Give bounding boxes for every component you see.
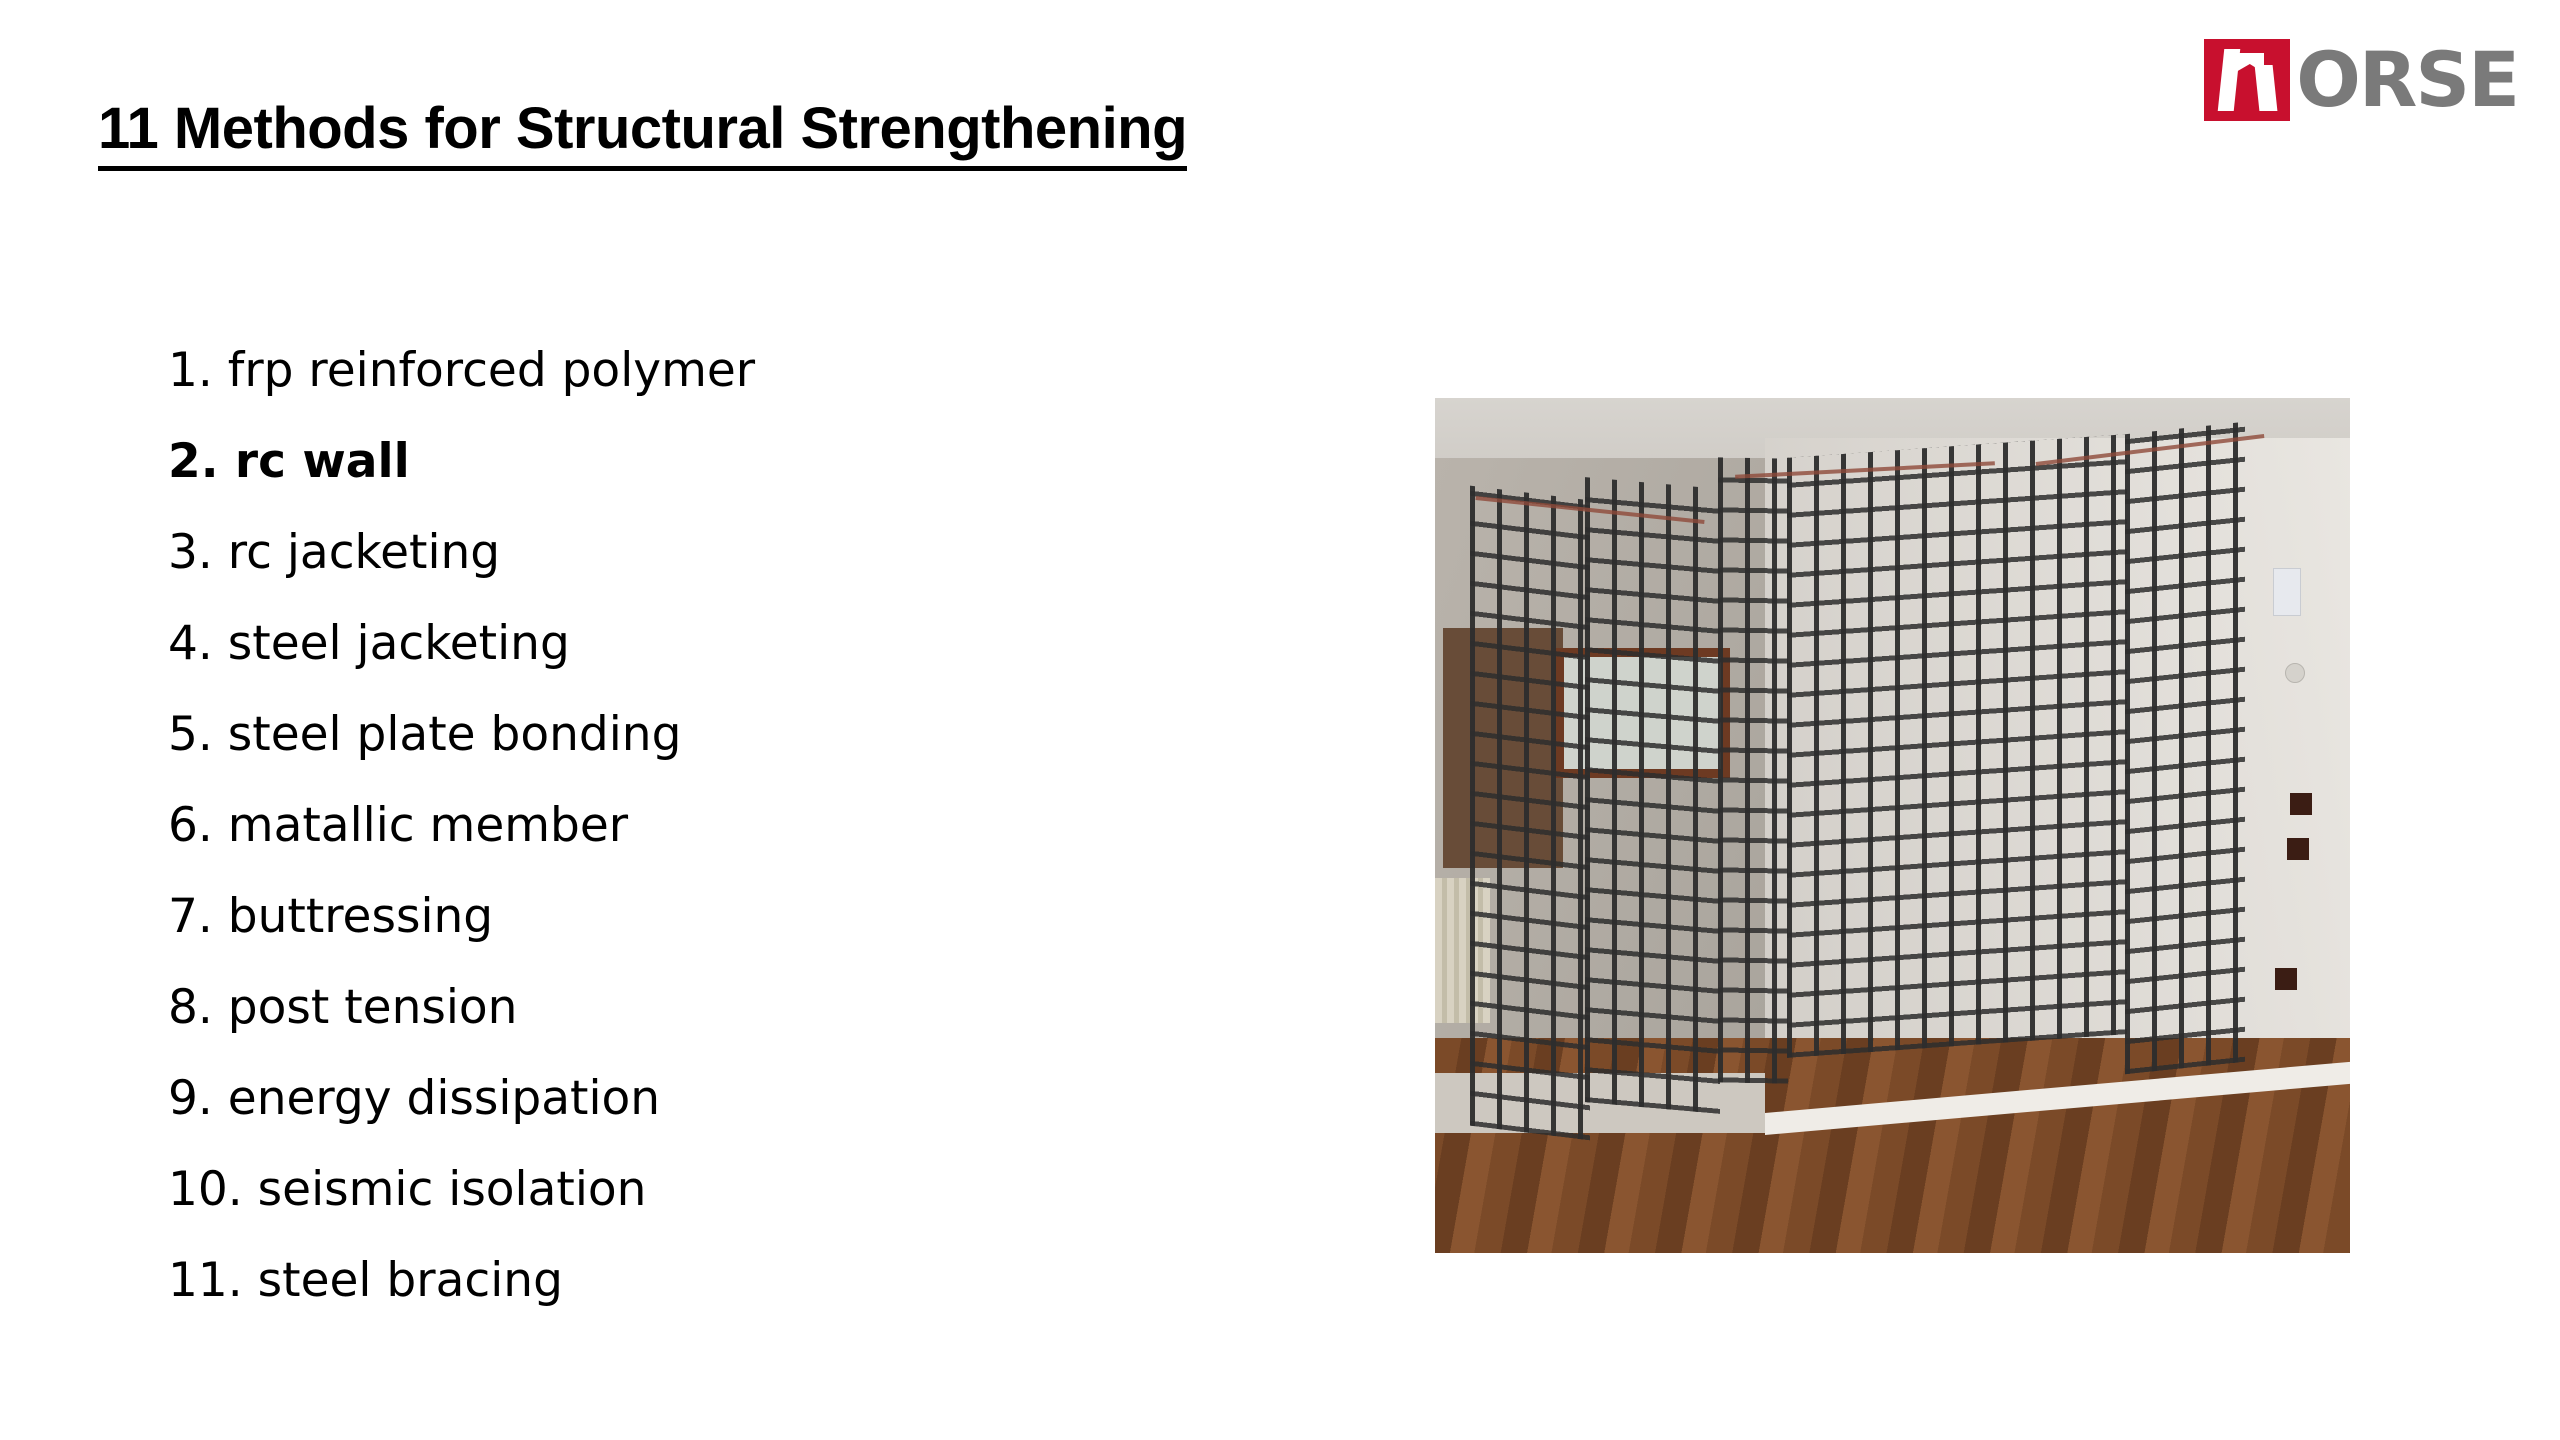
list-item: 9. energy dissipation bbox=[168, 1071, 661, 1126]
horse-logo-notch bbox=[2234, 53, 2264, 73]
list-item: 3. rc jacketing bbox=[168, 525, 501, 580]
photo-wall-knob bbox=[2285, 663, 2305, 683]
list-item: 2. rc wall bbox=[168, 434, 410, 489]
photo-wall-socket bbox=[2290, 793, 2312, 815]
rc-wall-rebar-cage-photo bbox=[1435, 398, 2350, 1253]
photo-wall-socket bbox=[2287, 838, 2309, 860]
photo-rebar-mesh bbox=[2125, 422, 2245, 1075]
horse-logo-text: ORSE bbox=[2296, 35, 2518, 124]
photo-rebar-mesh bbox=[1470, 486, 1590, 1141]
photo-rebar-mesh bbox=[1718, 457, 1788, 1083]
horse-logo-mark-icon bbox=[2204, 39, 2290, 121]
photo-light-switch bbox=[2273, 568, 2301, 616]
photo-rebar-mesh bbox=[1585, 477, 1720, 1114]
list-item: 6. matallic member bbox=[168, 798, 629, 853]
list-item: 11. steel bracing bbox=[168, 1253, 563, 1308]
list-item: 7. buttressing bbox=[168, 889, 494, 944]
horse-logo bbox=[2204, 35, 2518, 124]
list-item: 10. seismic isolation bbox=[168, 1162, 647, 1217]
methods-list bbox=[168, 325, 1318, 1326]
photo-wall-socket bbox=[2275, 968, 2297, 990]
photo-rebar-mesh bbox=[1787, 434, 2127, 1058]
page-title: 11 Methods for Structural Strengthening bbox=[98, 95, 1187, 171]
list-item: 5. steel plate bonding bbox=[168, 707, 682, 762]
list-item: 8. post tension bbox=[168, 980, 518, 1035]
list-item: 4. steel jacketing bbox=[168, 616, 570, 671]
list-item: 1. frp reinforced polymer bbox=[168, 343, 756, 398]
